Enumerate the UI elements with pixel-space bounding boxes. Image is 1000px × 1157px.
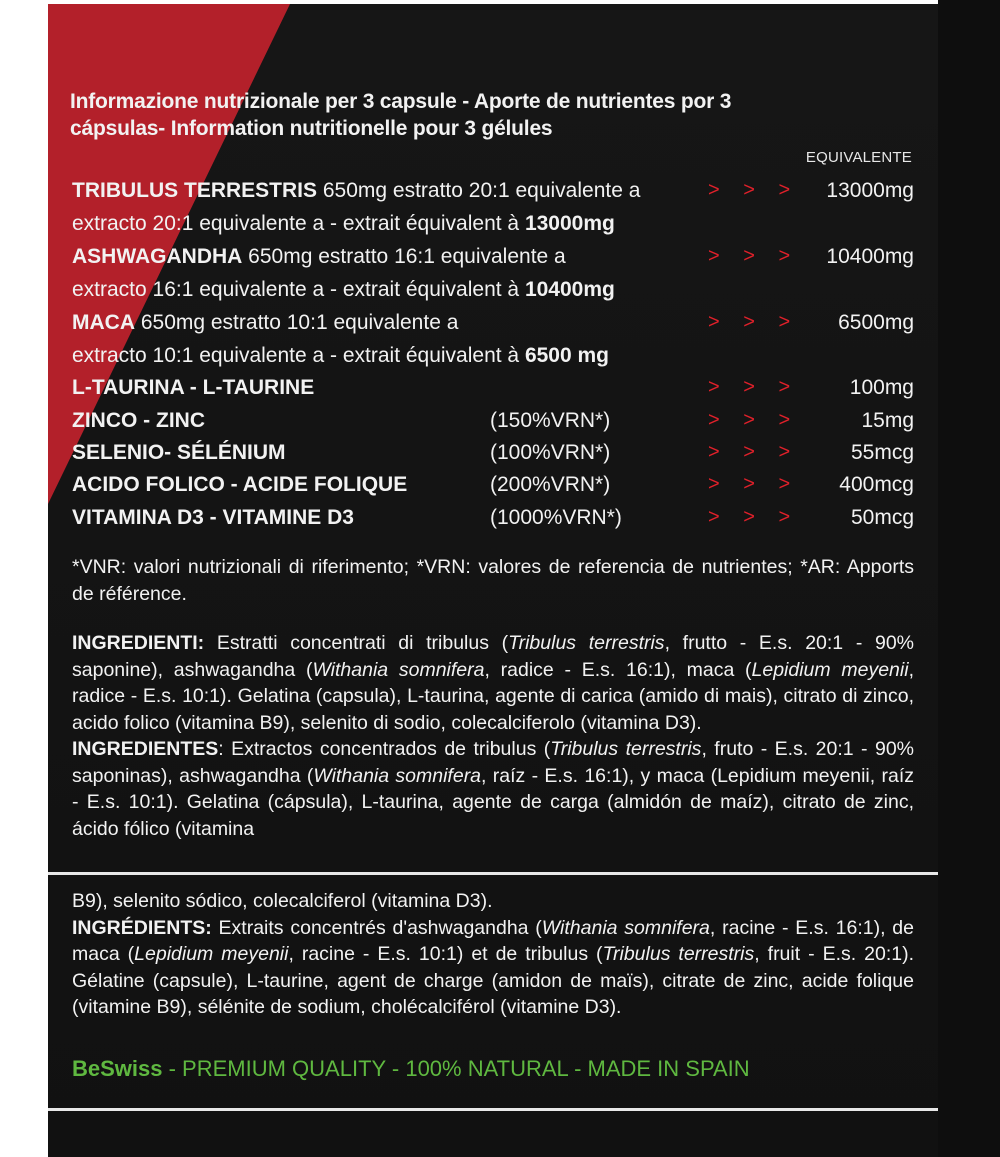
nutrient-row-selenium [72,436,914,469]
ingredients-block-1 [72,630,914,842]
equivalent-column-header: EQUIVALENTE [805,149,912,166]
nutrient-subline-maca: extracto 10:1 equivalente a - extrait équivalent à 6500 mg [72,344,610,367]
nutrient-row-taurine [72,371,914,404]
ingredients-block-2 [72,888,914,1021]
arrow-icon: > > > [708,179,800,201]
nutrient-row-zinc [72,404,914,437]
ingredients-it: INGREDIENTI: Estratti concentrati di tribulus (Tribulus terrestris, frutto - E.s. 20:1 - 90% saponine), ashwagandha (Withania somnifera, radice - E.s. 16:1), maca (Lepidium meyenii, radice - E.s. 10:1). Gelatina (capsula), L-taurina, agente di carica (amido di mais), citrato di zinco, acido folico (vitamina B9), selenito di sodio, colecalciferolo (vitamina D3). [72,632,915,734]
nutrient-name: L-TAURINA - L-TAURINE [72,376,315,399]
nutrient-name: ACIDO FOLICO - ACIDE FOLIQUE [72,473,408,496]
nutrient-vrn: (150%VRN*) [490,409,611,432]
arrow-icon: > > > [708,441,800,463]
nutrient-row-folic-acid [72,468,914,501]
nutrient-row-maca [72,306,914,339]
nutrient-amount: 400mcg [839,473,914,496]
nutrient-subline-ashwagandha: extracto 16:1 equivalente a - extrait équivalent à 10400mg [72,278,615,301]
title-line-2: cápsulas- Information nutritionelle pour 3 gélules [70,117,553,140]
title-line-1: Informazione nutrizionale per 3 capsule - Aporte de nutrientes por 3 [70,90,732,113]
arrow-icon: > > > [708,245,800,267]
nutrient-name: ZINCO - ZINC [72,409,205,432]
nutrient-amount: 55mcg [850,441,914,464]
nutrient-name: ASHWAGANDHA 650mg estratto 16:1 equivalente a [72,245,566,268]
nutrient-amount: 10400mg [826,245,914,268]
nutrient-name: MACA 650mg estratto 10:1 equivalente a [72,311,459,334]
arrow-icon: > > > [708,311,800,333]
ingredients-fr: INGRÉDIENTS: Extraits concentrés d'ashwagandha (Withania somnifera, racine - E.s. 16:1), de maca (Lepidium meyenii, racine - E.s. 10:1) et de tribulus (Tribulus terrestris, fruit - E.s. 20:1). Gélatine (capsule), L-taurine, agent de charge (amidon de maïs), citrate de zinc, acide folique (vitamine B9), sélénite de sodium, cholécalciférol (vitamine D3). [72,916,914,1018]
arrow-icon: > > > [708,506,800,528]
nutrient-row-vitamin-d3 [72,501,914,534]
section-divider-top [48,872,938,875]
nutrient-amount: 6500mg [838,311,914,334]
nutrient-amount: 13000mg [826,179,914,202]
nutrient-subline-tribulus: extracto 20:1 equivalente a - extrait équivalent à 13000mg [72,212,615,235]
nutrient-name: VITAMINA D3 - VITAMINE D3 [72,506,354,529]
arrow-icon: > > > [708,409,800,431]
brand-name: BeSwiss [72,1056,163,1081]
nutrition-title [70,88,890,142]
nutrient-amount: 100mg [849,376,914,399]
nutrition-label-panel [48,4,938,1157]
nutrient-name: TRIBULUS TERRESTRIS 650mg estratto 20:1 equivalente a [72,179,641,202]
nutrient-amount: 15mg [861,409,914,432]
section-divider-bottom [48,1108,938,1111]
nutrient-name: SELENIO- SÉLÉNIUM [72,441,286,464]
nutrient-amount: 50mcg [850,506,914,529]
left-margin [0,0,48,1157]
ingredients-es: INGREDIENTES: Extractos concentrados de tribulus (Tribulus terrestris, fruto - E.s. 20:1 - 90% saponinas), ashwagandha (Withania somnifera, raíz - E.s. 16:1), y maca (Lepidium meyenii, raíz - E.s. 10:1). Gelatina (cápsula), L-taurina, agente de carga (almidón de maíz), citrato de zinc, ácido fólico (vitamina [72,738,915,840]
nutrient-vrn: (1000%VRN*) [490,506,622,529]
nutrient-vrn: (200%VRN*) [490,473,611,496]
nutrient-vrn: (100%VRN*) [490,441,611,464]
arrow-icon: > > > [708,376,800,398]
right-edge [938,0,1000,1157]
brand-tagline [72,1056,750,1082]
vrn-footnote: *VNR: valori nutrizionali di riferimento; *VRN: valores de referencia de nutrientes; *AR: Apports de référence. [72,556,914,605]
brand-slogan: - PREMIUM QUALITY - 100% NATURAL - MADE IN SPAIN [162,1056,750,1081]
arrow-icon: > > > [708,473,800,495]
nutrient-row-tribulus [72,174,914,207]
nutrient-row-ashwagandha [72,240,914,273]
ingredients-es-continued: B9), selenito sódico, colecalciferol (vitamina D3). [72,890,493,912]
